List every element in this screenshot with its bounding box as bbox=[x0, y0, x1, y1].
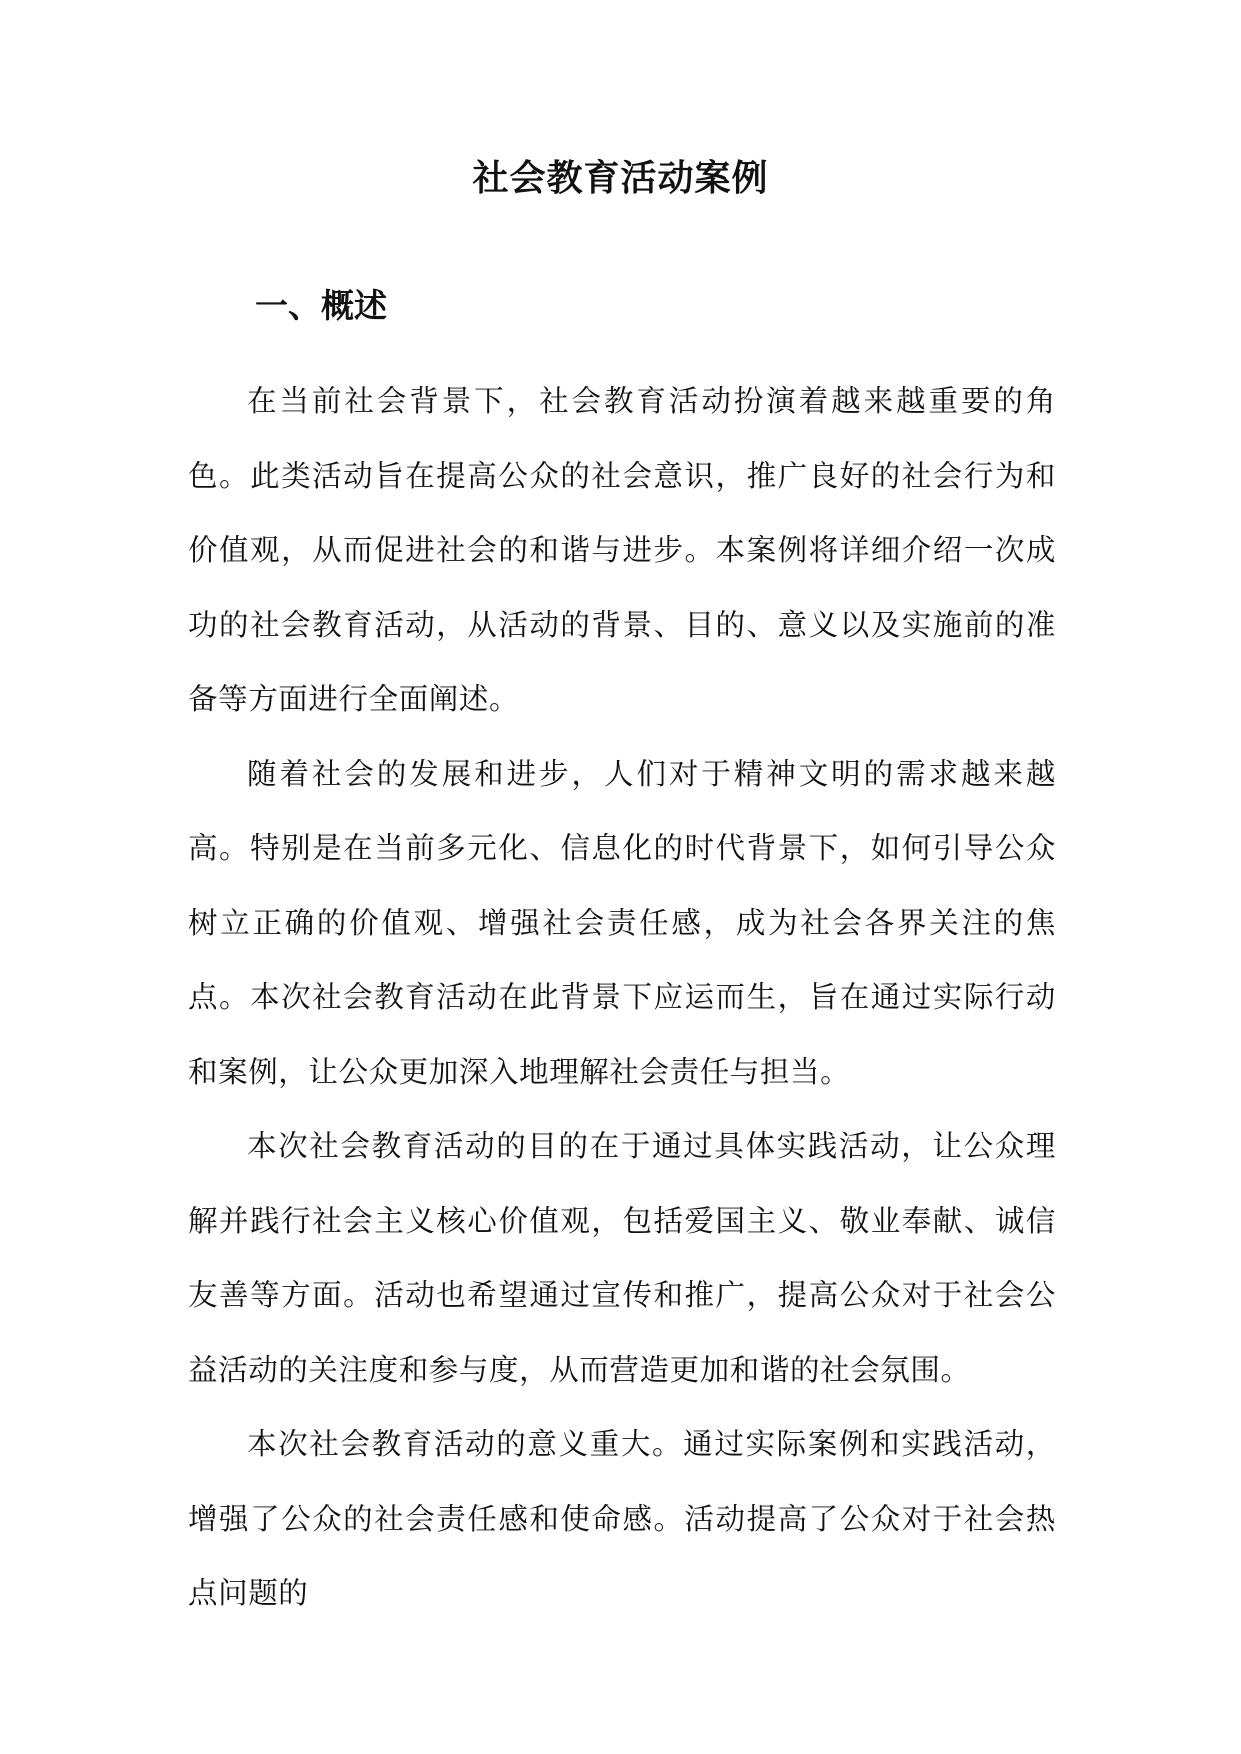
paragraph-background: 随着社会的发展和进步，人们对于精神文明的需求越来越高。特别是在当前多元化、信息化的时代背景下，如何引导公众树立正确的价值观、增强社会责任感，成为社会各界关注的焦点。本次社会教育活动在此背景下应运而生，旨在通过实际行动和案例，让公众更加深入地理解社会责任与担当。 bbox=[188, 756, 1056, 1089]
paragraph-significance: 本次社会教育活动的意义重大。通过实际案例和实践活动，增强了公众的社会责任感和使命感。活动提高了公众对于社会热点问题的 bbox=[188, 1427, 1056, 1610]
document-title: 社会教育活动案例 bbox=[472, 157, 769, 199]
paragraph-intro: 在当前社会背景下，社会教育活动扮演着越来越重要的角色。此类活动旨在提高公众的社会意识，推广良好的社会行为和价值观，从而促进社会的和谐与进步。本案例将详细介绍一次成功的社会教育活动，从活动的背景、目的、意义以及实施前的准备等方面进行全面阐述。 bbox=[188, 384, 1056, 716]
section-heading-overview: 一、概述 bbox=[255, 286, 387, 325]
paragraph-purpose: 本次社会教育活动的目的在于通过具体实践活动，让公众理解并践行社会主义核心价值观，包括爱国主义、敬业奉献、诚信友善等方面。活动也希望通过宣传和推广，提高公众对于社会公益活动的关注度和参与度，从而营造更加和谐的社会氛围。 bbox=[188, 1129, 1056, 1387]
document-body bbox=[188, 364, 1056, 1631]
